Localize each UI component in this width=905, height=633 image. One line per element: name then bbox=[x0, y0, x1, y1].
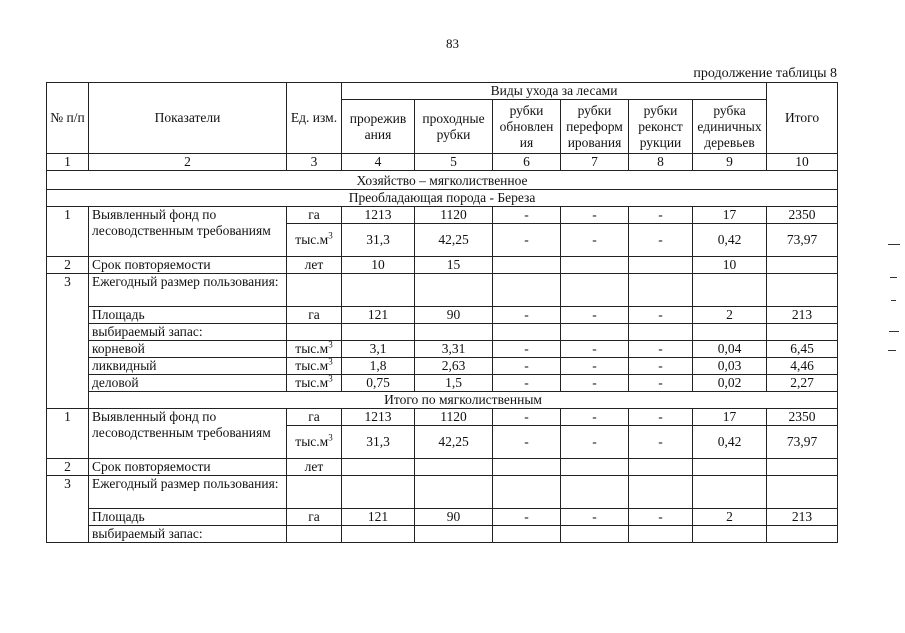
header-indicator: Показатели bbox=[89, 83, 287, 154]
unit-cell: $тыс.м^3$ bbox=[287, 341, 342, 358]
row-number: 2 bbox=[47, 459, 89, 476]
row-number: 1 bbox=[47, 409, 89, 459]
value-cell: 0,75 bbox=[342, 375, 415, 392]
unit-cell: лет bbox=[287, 459, 342, 476]
row-label-period: Срок повторяемости bbox=[89, 257, 287, 274]
value-cell: - bbox=[493, 375, 561, 392]
header-col-renewal: рубки обновлен ия bbox=[493, 100, 561, 154]
unit-cell: $тыс.м^3$ bbox=[287, 426, 342, 459]
value-cell: - bbox=[561, 207, 629, 224]
table-row bbox=[47, 358, 838, 375]
col-number: 2 bbox=[89, 154, 287, 171]
unit-cell: га bbox=[287, 509, 342, 526]
row-label-area: Площадь bbox=[89, 509, 287, 526]
column-number-row bbox=[47, 154, 838, 171]
value-cell: - bbox=[493, 207, 561, 224]
value-cell: 15 bbox=[415, 257, 493, 274]
value-cell bbox=[767, 257, 838, 274]
row-number: 3 bbox=[47, 274, 89, 409]
table-row bbox=[47, 341, 838, 358]
row-label-stock: выбираемый запас: bbox=[89, 324, 287, 341]
value-cell: 0,42 bbox=[693, 426, 767, 459]
value-cell: 1213 bbox=[342, 409, 415, 426]
value-cell: 31,3 bbox=[342, 224, 415, 257]
row-number: 2 bbox=[47, 257, 89, 274]
value-cell: - bbox=[561, 509, 629, 526]
table-row bbox=[47, 526, 838, 543]
table-row bbox=[47, 459, 838, 476]
header-col-reconstruction: рубки реконст рукции bbox=[629, 100, 693, 154]
row-label-period: Срок повторяемости bbox=[89, 459, 287, 476]
value-cell: 2350 bbox=[767, 207, 838, 224]
value-cell: 0,02 bbox=[693, 375, 767, 392]
value-cell: 0,04 bbox=[693, 341, 767, 358]
header-unit: Ед. изм. bbox=[287, 83, 342, 154]
col-number: 6 bbox=[493, 154, 561, 171]
value-cell: 213 bbox=[767, 307, 838, 324]
row-label-annual: Ежегодный размер пользования: bbox=[89, 274, 287, 307]
col-number: 5 bbox=[415, 154, 493, 171]
value-cell: - bbox=[629, 409, 693, 426]
header-col-reformation: рубки переформ ирования bbox=[561, 100, 629, 154]
row-label-fund: Выявленный фонд по лесоводственным требованиям bbox=[89, 409, 287, 459]
row-label-fund: Выявленный фонд по лесоводственным требованиям bbox=[89, 207, 287, 257]
value-cell: - bbox=[493, 224, 561, 257]
value-cell: - bbox=[629, 341, 693, 358]
value-cell bbox=[493, 257, 561, 274]
col-number: 7 bbox=[561, 154, 629, 171]
value-cell: 42,25 bbox=[415, 426, 493, 459]
row-label-liquid: ликвидный bbox=[89, 358, 287, 375]
section-title: Хозяйство – мягколиственное bbox=[47, 171, 838, 190]
value-cell: 213 bbox=[767, 509, 838, 526]
row-label-business: деловой bbox=[89, 375, 287, 392]
value-cell: 2,63 bbox=[415, 358, 493, 375]
value-cell: 0,03 bbox=[693, 358, 767, 375]
value-cell: 1213 bbox=[342, 207, 415, 224]
col-number: 10 bbox=[767, 154, 838, 171]
value-cell: 3,1 bbox=[342, 341, 415, 358]
header-group: Виды ухода за лесами bbox=[342, 83, 767, 100]
value-cell: 10 bbox=[342, 257, 415, 274]
table-row bbox=[47, 207, 838, 224]
table-row bbox=[47, 274, 838, 307]
value-cell: - bbox=[629, 509, 693, 526]
row-label-stock: выбираемый запас: bbox=[89, 526, 287, 543]
value-cell: - bbox=[493, 358, 561, 375]
value-cell: - bbox=[493, 307, 561, 324]
unit-cell: га bbox=[287, 307, 342, 324]
value-cell: 73,97 bbox=[767, 426, 838, 459]
value-cell: - bbox=[629, 224, 693, 257]
col-number: 1 bbox=[47, 154, 89, 171]
header-total: Итого bbox=[767, 83, 838, 154]
value-cell: - bbox=[561, 224, 629, 257]
unit-cell: га bbox=[287, 207, 342, 224]
value-cell: 17 bbox=[693, 409, 767, 426]
value-cell: 17 bbox=[693, 207, 767, 224]
value-cell: 1120 bbox=[415, 409, 493, 426]
value-cell bbox=[561, 257, 629, 274]
value-cell: 6,45 bbox=[767, 341, 838, 358]
unit-cell: $тыс.м^3$ bbox=[287, 375, 342, 392]
unit-cell: $тыс.м^3$ bbox=[287, 224, 342, 257]
value-cell: - bbox=[561, 375, 629, 392]
value-cell: 10 bbox=[693, 257, 767, 274]
value-cell: 4,46 bbox=[767, 358, 838, 375]
value-cell: 1,5 bbox=[415, 375, 493, 392]
table-row bbox=[47, 307, 838, 324]
row-number: 3 bbox=[47, 476, 89, 543]
header-num: № п/п bbox=[47, 83, 89, 154]
unit-cell: $тыс.м^3$ bbox=[287, 358, 342, 375]
value-cell: 1120 bbox=[415, 207, 493, 224]
value-cell: - bbox=[629, 375, 693, 392]
col-number: 8 bbox=[629, 154, 693, 171]
table-continuation-label: продолжение таблицы 8 bbox=[693, 66, 837, 81]
value-cell: 42,25 bbox=[415, 224, 493, 257]
value-cell: - bbox=[561, 307, 629, 324]
value-cell: - bbox=[561, 341, 629, 358]
value-cell: 2,27 bbox=[767, 375, 838, 392]
section-title: Итого по мягколиственным bbox=[89, 392, 838, 409]
value-cell: 2 bbox=[693, 509, 767, 526]
value-cell: - bbox=[561, 426, 629, 459]
table-row bbox=[47, 409, 838, 426]
col-number: 4 bbox=[342, 154, 415, 171]
unit-cell: лет bbox=[287, 257, 342, 274]
value-cell: - bbox=[629, 358, 693, 375]
table-row bbox=[47, 375, 838, 392]
value-cell: 121 bbox=[342, 509, 415, 526]
header-col-single-trees: рубка единичных деревьев bbox=[693, 100, 767, 154]
row-label-area: Площадь bbox=[89, 307, 287, 324]
value-cell bbox=[629, 257, 693, 274]
value-cell: 3,31 bbox=[415, 341, 493, 358]
value-cell: - bbox=[493, 509, 561, 526]
section-subtitle: Преобладающая порода - Береза bbox=[47, 190, 838, 207]
header-col-thinning: прорежив ания bbox=[342, 100, 415, 154]
value-cell: 31,3 bbox=[342, 426, 415, 459]
value-cell: 2350 bbox=[767, 409, 838, 426]
col-number: 3 bbox=[287, 154, 342, 171]
header-col-passage: проходные рубки bbox=[415, 100, 493, 154]
unit-cell: га bbox=[287, 409, 342, 426]
value-cell: - bbox=[561, 409, 629, 426]
page-number: 83 bbox=[446, 36, 459, 51]
table-row bbox=[47, 257, 838, 274]
value-cell: - bbox=[493, 409, 561, 426]
value-cell: - bbox=[629, 307, 693, 324]
value-cell: 90 bbox=[415, 509, 493, 526]
value-cell: 73,97 bbox=[767, 224, 838, 257]
row-number: 1 bbox=[47, 207, 89, 257]
forest-care-table bbox=[46, 82, 838, 543]
row-label-root: корневой bbox=[89, 341, 287, 358]
table-row bbox=[47, 476, 838, 509]
value-cell: 0,42 bbox=[693, 224, 767, 257]
value-cell: 1,8 bbox=[342, 358, 415, 375]
table-row bbox=[47, 509, 838, 526]
value-cell: - bbox=[493, 341, 561, 358]
value-cell: - bbox=[493, 426, 561, 459]
col-number: 9 bbox=[693, 154, 767, 171]
value-cell: - bbox=[561, 358, 629, 375]
value-cell: - bbox=[629, 426, 693, 459]
row-label-annual: Ежегодный размер пользования: bbox=[89, 476, 287, 509]
value-cell: 121 bbox=[342, 307, 415, 324]
value-cell: - bbox=[629, 207, 693, 224]
value-cell: 90 bbox=[415, 307, 493, 324]
table-row bbox=[47, 324, 838, 341]
value-cell: 2 bbox=[693, 307, 767, 324]
